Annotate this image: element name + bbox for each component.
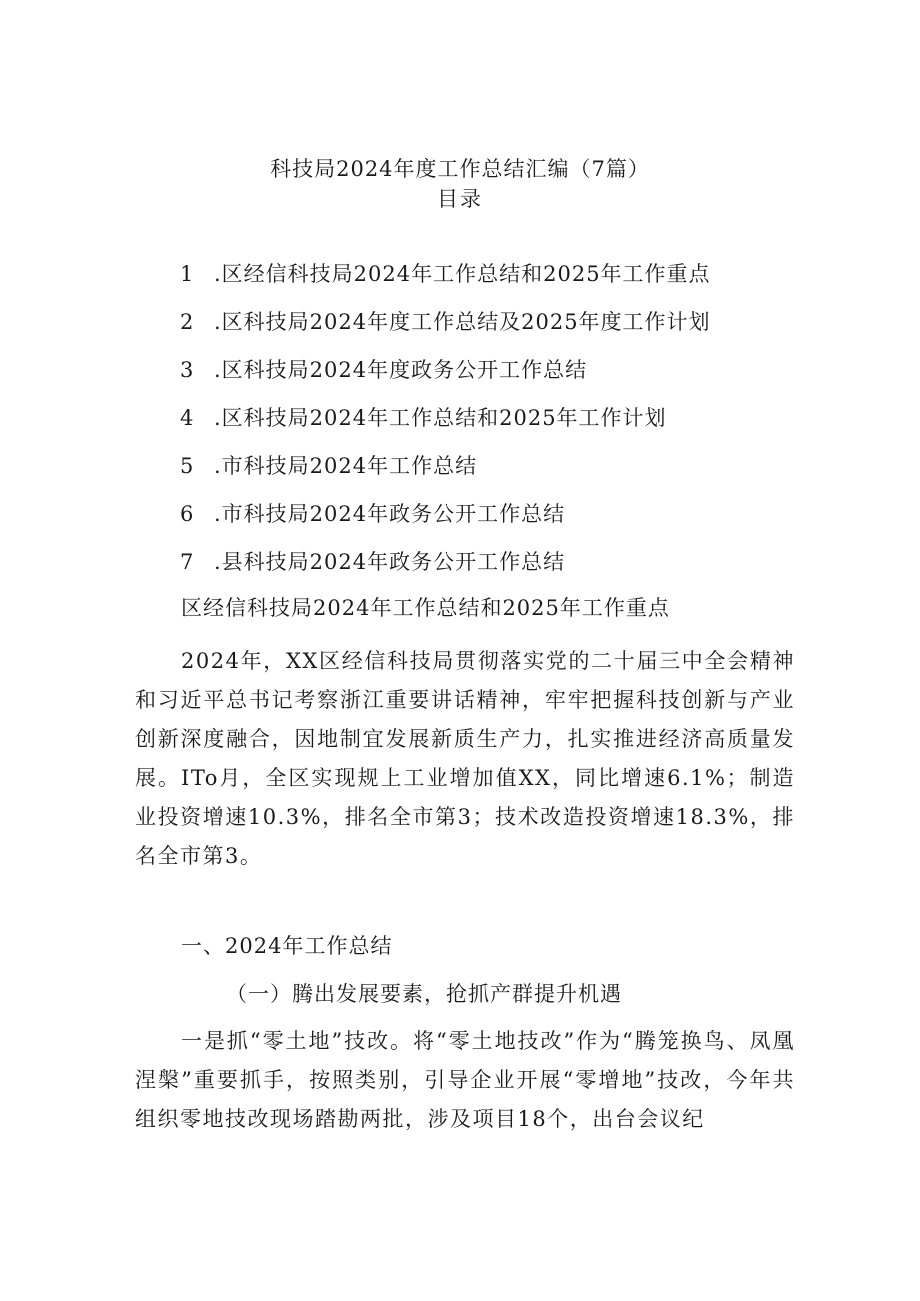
document-title: 科技局2024年度工作总结汇编（7篇） [270,157,650,181]
toc-item[interactable] [180,544,711,592]
toc-item[interactable] [180,352,711,400]
table-of-contents [180,256,711,592]
toc-item[interactable] [180,448,711,496]
toc-item[interactable] [180,400,711,448]
section-heading: 一、2024年工作总结 [181,934,393,958]
toc-item-number: 2 [180,310,195,334]
toc-item-label: .区科技局2024年度工作总结及2025年度工作计划 [214,310,711,334]
toc-item-label: .区经信科技局2024年工作总结和2025年工作重点 [214,262,711,286]
toc-item-label: .区科技局2024年度政务公开工作总结 [214,358,588,382]
subsection-heading: （一）腾出发展要素，抢抓产群提升机遇 [226,982,622,1006]
toc-item[interactable] [180,304,711,352]
toc-item-label: .县科技局2024年政务公开工作总结 [214,550,566,574]
toc-heading: 目录 [437,187,483,211]
toc-item-number: 5 [180,454,195,478]
toc-item-label: .区科技局2024年工作总结和2025年工作计划 [214,406,667,430]
toc-item-number: 3 [180,358,195,382]
toc-item-number: 7 [180,550,195,574]
body-paragraph: 一是抓“零土地”技改。将“零土地技改”作为“腾笼换鸟、凤凰涅槃”重要抓手，按照类别，引导企业开展“零增地”技改，今年共组织零地技改现场踏勘两批，涉及项目18个，出台会议纪 [135,1029,795,1131]
toc-item-number: 4 [180,406,195,430]
toc-item[interactable] [180,256,711,304]
article-title: 区经信科技局2024年工作总结和2025年工作重点 [181,596,670,620]
toc-item-label: .市科技局2024年政务公开工作总结 [214,502,566,526]
toc-item-number: 6 [180,502,195,526]
toc-item[interactable] [180,496,711,544]
intro-paragraph: 2024年，XX区经信科技局贯彻落实党的二十届三中全会精神和习近平总书记考察浙江重要讲话精神，牢牢把握科技创新与产业创新深度融合，因地制宜发展新质生产力，扎实推进经济高质量发展。ITo月，全区实现规上工业增加值XX，同比增速6.1%；制造业投资增速10.3%，排名全市第3；技术改造投资增速18.3%，排名全市第3。 [135,649,795,868]
toc-item-label: .市科技局2024年工作总结 [214,454,478,478]
toc-item-number: 1 [180,262,195,286]
